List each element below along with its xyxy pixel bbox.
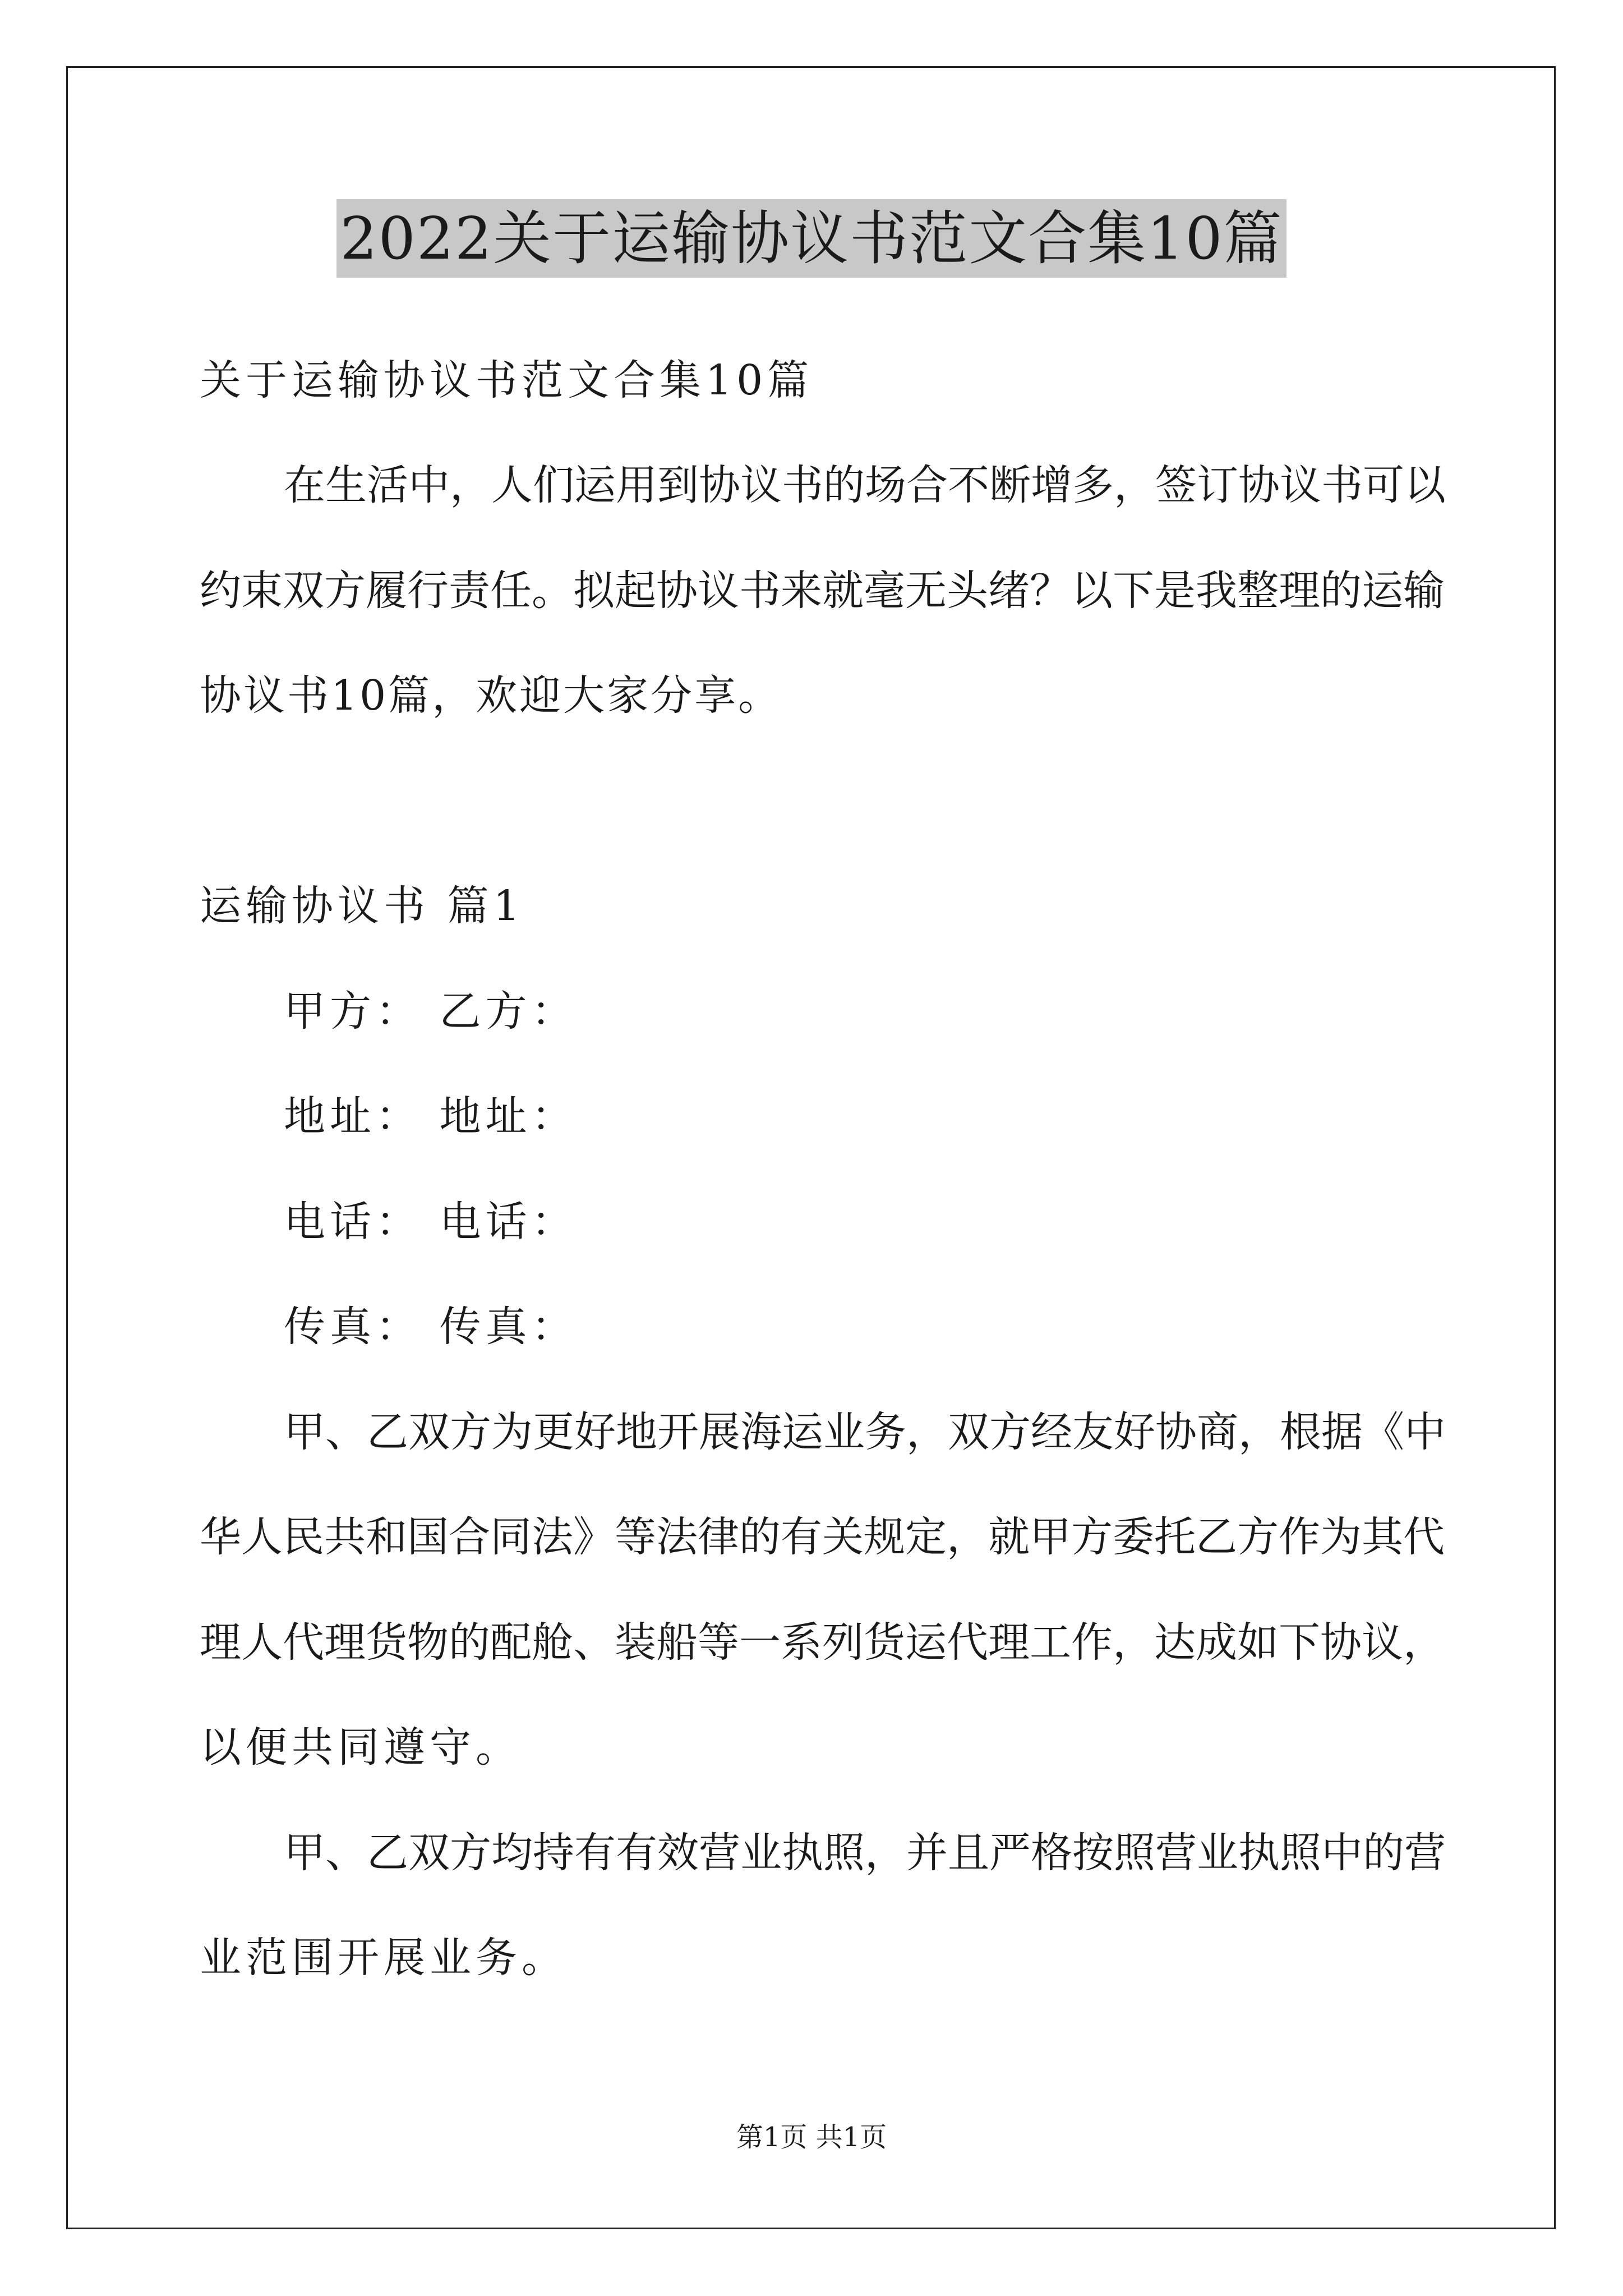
para1-line-1: 甲、乙双方为更好地开展海运业务，双方经友好协商，根据《中: [284, 1408, 1446, 1456]
title-container: [0, 199, 1623, 278]
para2-line-2: 业范围开展业务。: [200, 1934, 568, 1982]
phone-field: 电话： 电话：: [284, 1198, 578, 1246]
para2-line-1: 甲、乙双方均持有有效营业执照，并且严格按照营业执照中的营: [284, 1829, 1446, 1877]
intro-line-2: 约束双方履行责任。拟起协议书来就毫无头绪？以下是我整理的运输: [200, 567, 1445, 615]
para1-line-3: 理人代理货物的配舱、装船等一系列货运代理工作，达成如下协议，: [200, 1618, 1445, 1667]
page-footer: 第1页 共1页: [736, 2122, 887, 2153]
intro-line-1: 在生活中，人们运用到协议书的场合不断增多，签订协议书可以: [284, 461, 1446, 509]
intro-line-3: 协议书10篇，欢迎大家分享。: [200, 671, 782, 720]
document-subtitle: 关于运输协议书范文合集10篇: [200, 356, 814, 404]
section-heading: 运输协议书 篇1: [200, 882, 524, 930]
document-title: 2022关于运输协议书范文合集10篇: [336, 199, 1286, 278]
para1-line-2: 华人民共和国合同法》等法律的有关规定，就甲方委托乙方作为其代: [200, 1513, 1445, 1561]
para1-line-4: 以便共同遵守。: [200, 1723, 522, 1772]
address-field: 地址： 地址：: [284, 1092, 578, 1140]
fax-field: 传真： 传真：: [284, 1303, 578, 1351]
party-field: 甲方： 乙方：: [284, 987, 578, 1036]
